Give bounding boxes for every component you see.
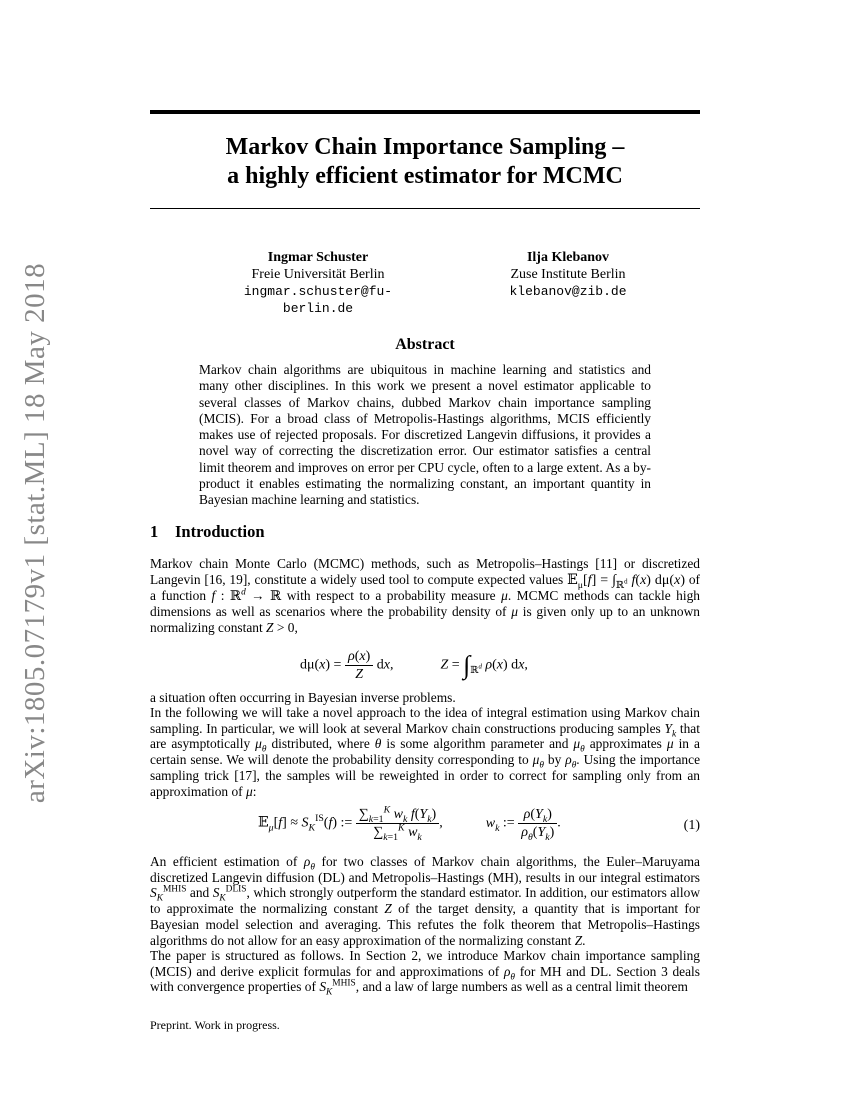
arxiv-sidebar-id: arXiv:1805.07179v1 [stat.ML] 18 May 2018 — [19, 262, 51, 804]
author-name: Ingmar Schuster — [267, 250, 369, 265]
display-equation-1: 𝔼$_\mu$[f] ≈ $S_K^{IS}(f)$ := $\frac{\sum_{k=1}^K w_k f(Y_k)}{\sum_{k=1}^K w_k}$ , $w_k$ := $\frac{\rho(Y_k)}{\rho_\theta(Y_k)}$ . — [258, 804, 561, 843]
text-run: that are asymptotically — [150, 720, 700, 752]
display-equation-density: dμ(x) = $\frac{\rho(x)}{Z}$ dx, $Z = \int_{ℝ^d}$ ρ(x) dx, — [300, 649, 528, 682]
section-title: Introduction — [175, 522, 265, 541]
intro-paragraph-3: In the following we will take a novel approach to the idea of integral estimation using Markov chain sampling. In particular, we will look at several Markov chain constructions producing samples $Y_k$ that are asymptotically $\mu_\theta$ distributed, where θ is some algorithm parameter and $\mu_\theta$ approximates μ in a certain sense. We will denote the probability density corresponding to $\mu_\theta$ by $\rho_\theta$. Using the importance sampling trick [17], the samples will be reweighted in order to correct for sampling only from an approximation of μ: — [150, 705, 701, 799]
math-inline: 𝔼$_\mu$[f] = $\int_{ℝ^d}$ f(x) dμ(x) — [567, 572, 685, 591]
text-run: In the following we will take a novel approach to the idea of integral estimation using Markov chain sampling. In particular, we will look at several Markov chain constructions producing samples — [150, 705, 700, 736]
title-line-1: Markov Chain Importance Sampling – — [225, 134, 625, 160]
author-affiliation: Freie Universität Berlin — [251, 267, 385, 282]
section-heading — [150, 522, 265, 542]
text-run: , and a law of large numbers as well as a central limit theorem — [355, 979, 688, 995]
author-affiliation: Zuse Institute Berlin — [510, 267, 626, 282]
equation-number: (1) — [683, 818, 700, 833]
text-run: distributed, where — [271, 736, 370, 752]
text-run: and — [189, 885, 210, 901]
abstract-text: Markov chain algorithms are ubiquitous in machine learning and statistics and many other disciplines. In this work we present a novel estimator applicable to several classes of Markov chains, dubbed Markov chain importance sampling (MCIS). For a broad class of Metropolis-Hastings algorithms, MCIS efficiently makes use of rejected proposals. For discretized Langevin diffusions, it provides a novel way of correcting the discretization error. Our estimator satisfies a central limit theorem and improves on error per CPU cycle, often to a large extent. As a by-product it enables estimating the normalizing constant, an important quantity in Bayesian machine learning and statistics. — [199, 362, 651, 508]
text-run: for MH and DL. Section 3 deals with convergence properties of — [150, 963, 700, 995]
abstract-heading: Abstract — [395, 336, 455, 353]
text-run: , which strongly outperform the standard estimator. In addition, our estimators allow to approximate the normalizing constant — [150, 885, 700, 917]
text-run: The paper is structured as follows. In Section 2, we introduce Markov chain importance sampling (MCIS) and derive explicit formulas for and approximations of — [150, 948, 700, 979]
text-run: in a certain sense. We will denote the probability density corresponding to — [150, 736, 700, 768]
text-run: by — [547, 752, 562, 768]
intro-paragraph-2: a situation often occurring in Bayesian inverse problems. — [150, 690, 456, 705]
title-bottom-rule — [150, 208, 700, 209]
author-name: Ilja Klebanov — [526, 250, 610, 265]
author-email: ingmar.schuster@fu-berlin.de — [243, 284, 393, 316]
text-run: is some algorithm parameter and — [386, 736, 569, 752]
text-run: of a function — [150, 571, 700, 604]
top-rule — [150, 110, 700, 114]
intro-paragraph-5: The paper is structured as follows. In Section 2, we introduce Markov chain importance sampling (MCIS) and derive explicit formulas for and approximations of $\rho_\theta$ for MH and DL. Section 3 deals with convergence properties of $S_K^{MHIS}$, and a law of large numbers as well as a central limit theorem — [150, 948, 700, 999]
intro-paragraph-4: An efficient estimation of $\rho_\theta$ for two classes of Markov chain algorithms, the Euler–Maruyama discretized Langevin diffusion (DL) and Metropolis–Hastings (MH), results in our integral estimators $S_K^{MHIS}$ and $S_K^{DLIS}$, which strongly outperform the standard estimator. In addition, our estimators allow to approximate the normalizing constant Z of the target density, a quantity that is important for Bayesian model selection and averaging. This refutes the folk theorem that Metropolis–Hastings algorithms do not allow for an easy approximation of the normalizing constant Z. — [150, 854, 701, 948]
text-run: is given only up to an unknown normalizing constant — [150, 604, 700, 635]
intro-paragraph-1: Markov chain Monte Carlo (MCMC) methods, such as Metropolis–Hastings [11] or discretized Langevin [16, 19], constitute a widely used tool to compute expected values 𝔼$_\mu$[f] = $\int_{ℝ^d}$ f(x) dμ(x) of a function f : ℝ$^d$ → ℝ with respect to a probability measure μ. MCMC methods can tackle high dimensions as well as scenarios where the probability density of μ is given only up to an unknown normalizing constant Z > 0, — [150, 556, 700, 635]
title-line-2: a highly efficient estimator for MCMC — [227, 163, 623, 189]
text-run: Markov chain Monte Carlo (MCMC) methods, such as Metropolis–Hastings [11] or discretized Langevin [16, 19], constitute a widely used tool to compute expected values — [150, 556, 700, 587]
text-run: with respect to a probability measure — [286, 588, 496, 604]
text-run: for two classes of Markov chain algorithms, the Euler–Maruyama discretized Langevin diffusion (DL) and Metropolis–Hastings (MH), results in our integral estimators — [150, 854, 701, 885]
footer-note: Preprint. Work in progress. — [150, 1018, 280, 1032]
author-email: klebanov@zib.de — [509, 284, 627, 299]
author-1 — [218, 249, 418, 317]
text-run: MCMC methods can tackle high dimensions as well as scenarios where the probability density of — [150, 588, 700, 620]
text-run: An efficient estimation of — [150, 854, 298, 869]
text-run: Using the importance sampling trick [17], the samples will be reweighted in order to correct for sampling only from an approximation of — [150, 752, 701, 799]
author-2 — [468, 249, 668, 300]
text-run: approximates — [589, 736, 662, 752]
section-number: 1 — [150, 522, 159, 541]
text-run: of the target density, a quantity that is important for Bayesian model selection and averaging. This refutes the folk theorem that Metropolis–Hastings algorithms do not allow for an easy approximation of the normalizing constant — [150, 901, 701, 948]
paper-title — [150, 133, 700, 191]
